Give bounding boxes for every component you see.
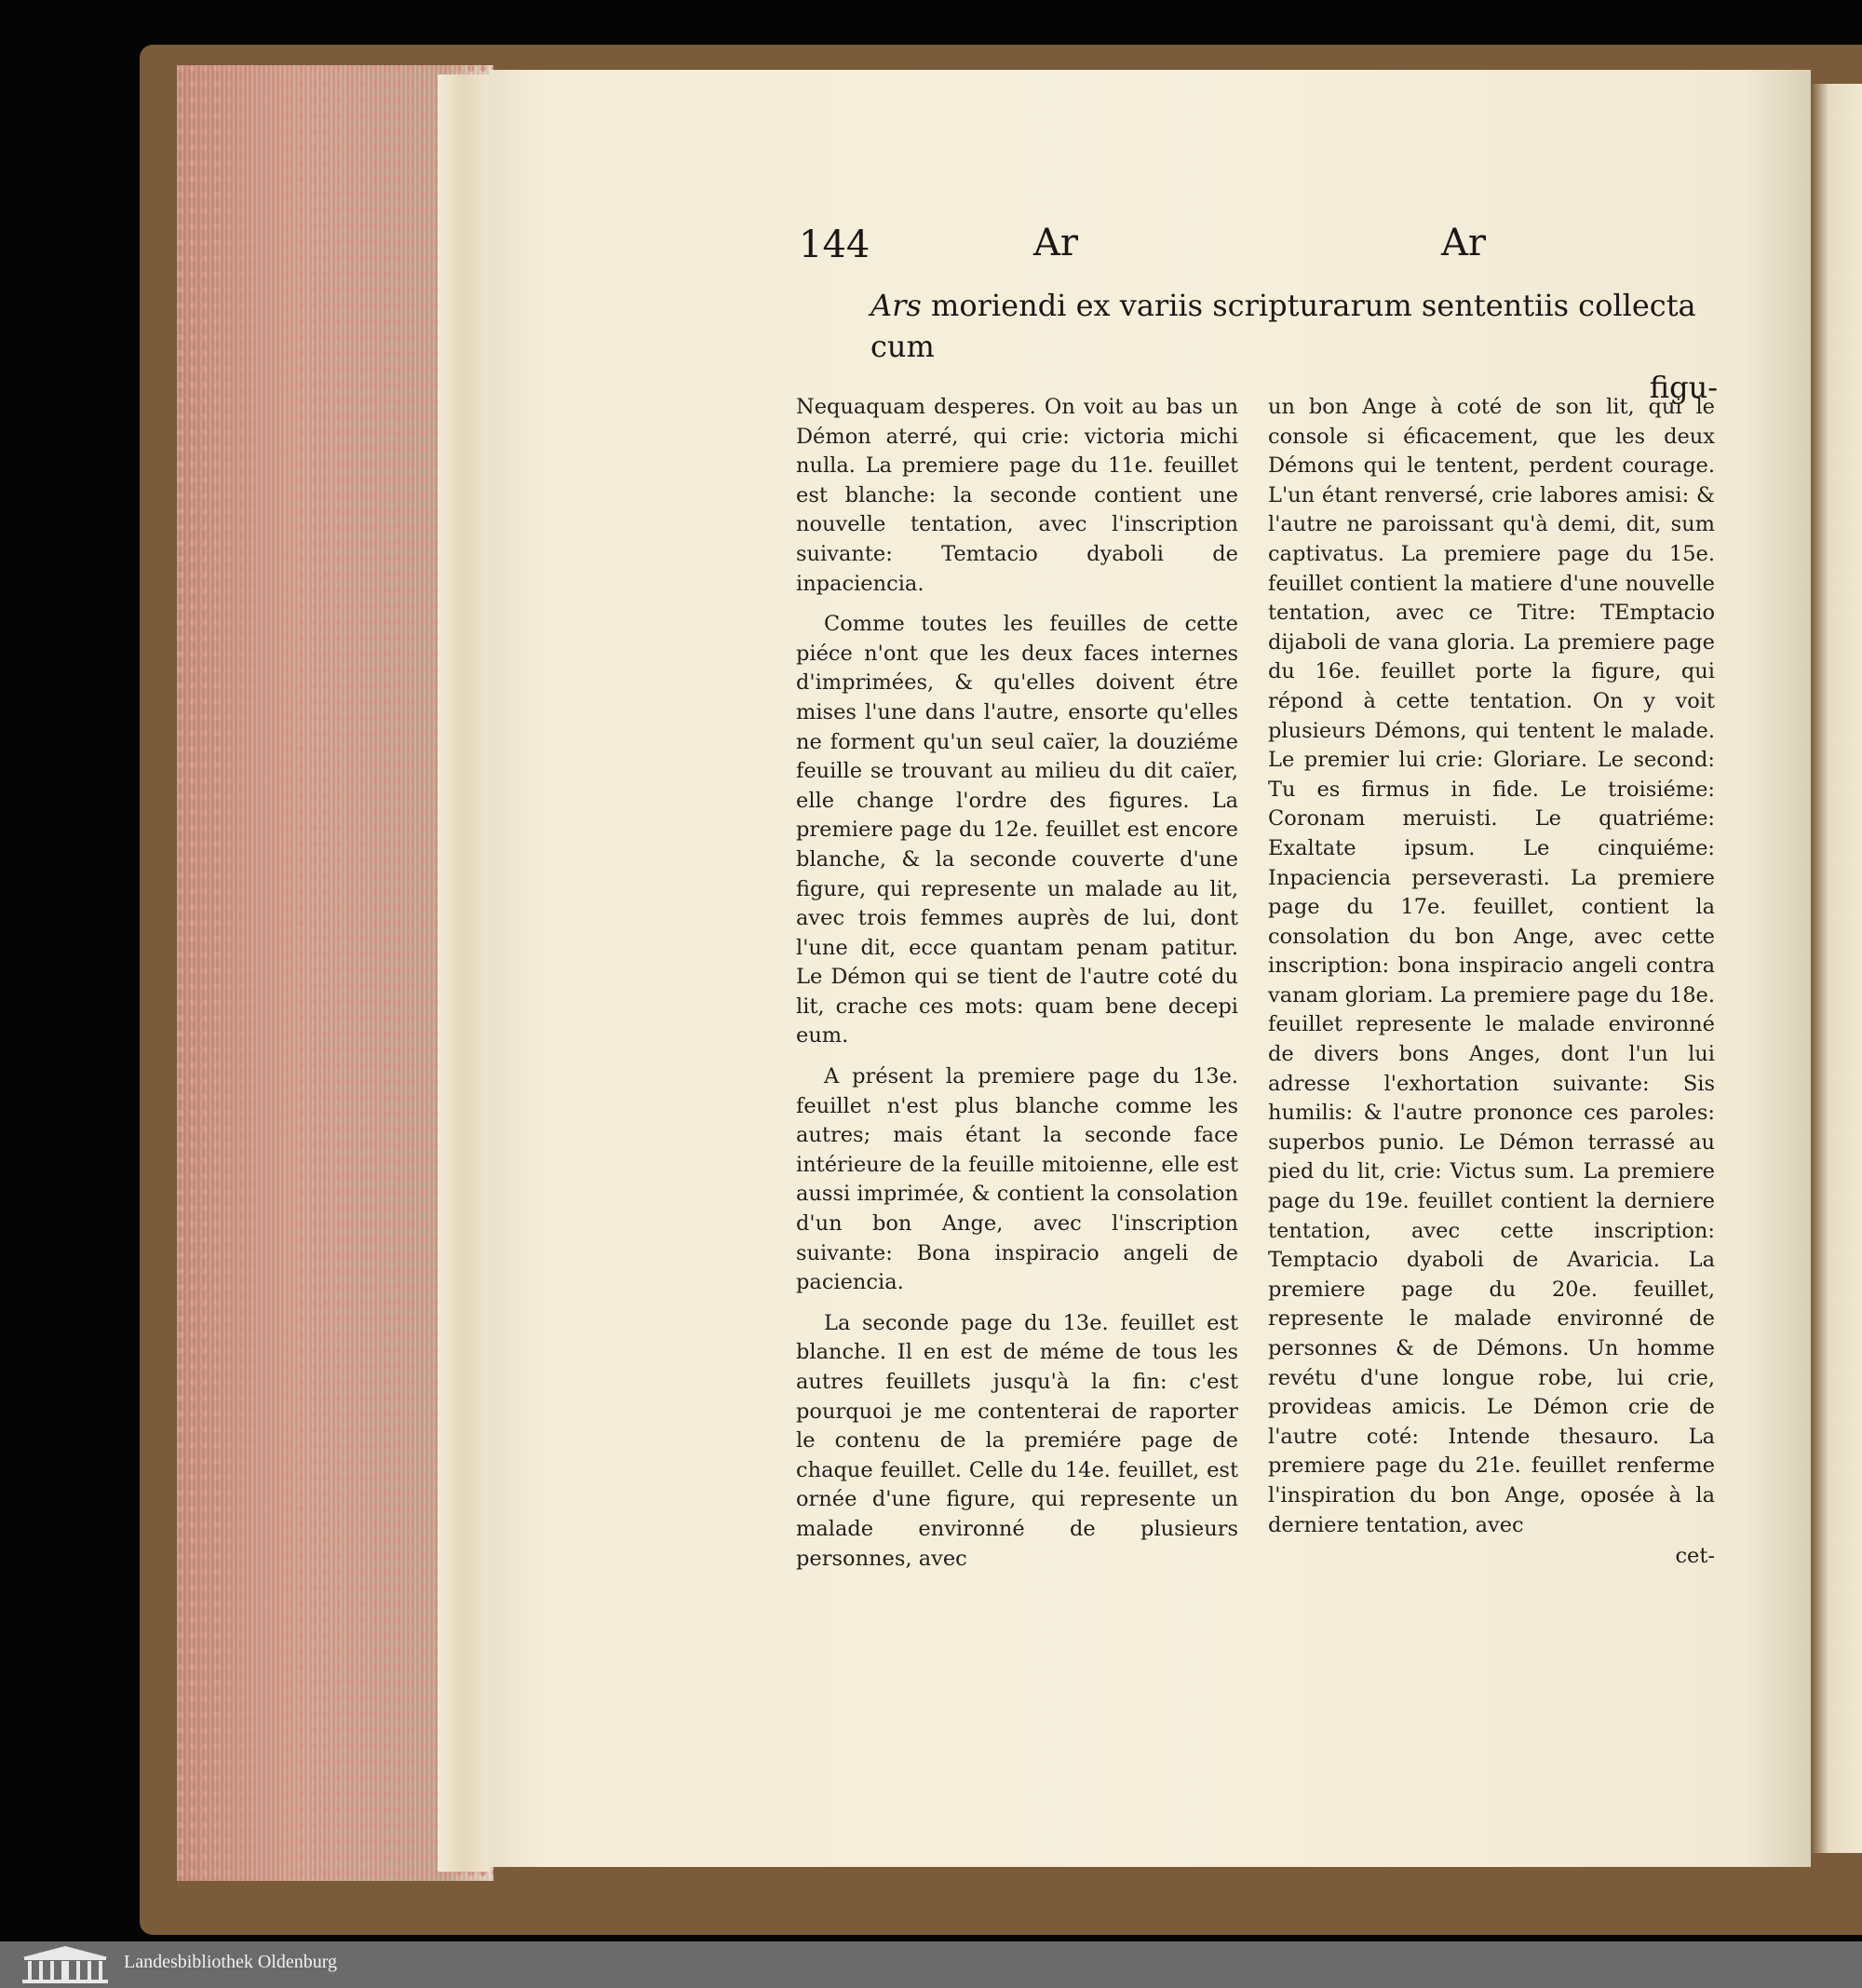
paragraph: La seconde page du 13e. feuillet est blanche. Il en est de méme de tous les autres feuillets jusqu'à la fin: c'est pourquoi je me contenterai de raporter le contenu de la premiére page de chaque feuillet. Celle du 14e. feuillet, est ornée d'une figure, qui represente un malade environné de plusieurs personnes, avec xyxy=(796,1310,1238,1571)
entry-title xyxy=(870,285,1718,408)
library-name: Landesbibliothek Oldenburg xyxy=(124,1952,338,1972)
facing-page-edge xyxy=(1811,84,1862,1853)
paragraph: un bon Ange à coté de son lit, qui le console si éficacement, que les deux Démons qui le tentent, perdent courage. L'un étant renversé, crie labores amisi: & l'autre ne paroissant qu'à demi, dit, sum captivatus. La premiere page du 15e. feuillet contient la matiere d'une nouvelle tentation, avec ce Titre: TEmptacio dijaboli de vana gloria. La premiere page du 16e. feuillet porte la figure, qui répond à cette tentation. On y voit plusieurs Démons, qui tentent le malade. Le premier lui crie: Gloriare. Le second: Tu es firmus in fide. Le troisiéme: Coronam meruisti. Le quatriéme: Exaltate ipsum. Le cinquiéme: Inpaciencia perseverasti. La premiere page du 17e. feuillet, contient la consolation du bon Ange, avec cette inscription: bona inspiracio angeli contra vanam gloriam. La premiere page du 18e. feuillet represente le malade environné de divers bons Anges, dont l'un lui adresse l'exhortation suivante: Sis humilis: & l'autre prononce ces paroles: superbos punio. Le Démon terrassé au pied du lit, crie: Victus sum. La premiere page du 19e. feuillet contient la derniere tentation, avec cette inscription: Temptacio dyaboli de Avaricia. La premiere page du 20e. feuillet, represente le malade environné de personnes & de Démons. Un homme revétu d'une longue robe, lui crie, provideas amicis. Le Démon crie de l'autre coté: Intende thesauro. La premiere page du 21e. feuillet renferme l'inspiration du bon Ange, oposée à la derniere tentation, avec xyxy=(1268,395,1715,1537)
text-column-right xyxy=(1268,393,1715,1583)
entry-title-rest: moriendi ex variis scripturarum sententiis collecta cum xyxy=(870,288,1696,364)
catchword: cet- xyxy=(1675,1544,1715,1569)
text-column-left xyxy=(796,393,1238,1585)
running-head-left: Ar xyxy=(1033,222,1079,264)
paragraph: Comme toutes les feuilles de cette piéce n'ont que les deux faces internes d'imprimées, & qu'elles doivent étre mises l'une dans l'autre, ensorte qu'elles ne forment qu'un seul caïer, la douziéme feuille se trouvant au milieu du dit caïer, elle change l'ordre des figures. La premiere page du 12e. feuillet est encore blanche, & la seconde couverte d'une figure, qui represente un malade au lit, avec trois femmes auprès de lui, dont l'une dit, ecce quantam penam patitur. Le Démon qui se tient de l'autre coté du lit, crache ces mots: quam bene decepi eum. xyxy=(796,612,1238,1048)
paragraph: Nequaquam desperes. On voit au bas un Démon aterré, qui crie: victoria michi nulla. La premiere page du 11e. feuillet est blanche: la seconde contient une nouvelle tentation, avec l'inscription suivante: Temtacio dyaboli de inpaciencia. xyxy=(796,395,1238,596)
running-head-right: Ar xyxy=(1441,222,1487,264)
paragraph: A présent la premiere page du 13e. feuillet n'est plus blanche comme les autres; mais étant la seconde face intérieure de la feuille mitoienne, elle est aussi imprimée, & contient la consolation d'un bon Ange, avec l'inscription suivante: Bona inspiracio angeli de paciencia. xyxy=(796,1064,1238,1295)
page-number: 144 xyxy=(799,223,870,266)
entry-title-lead: Ars xyxy=(870,288,922,323)
page-edge-strip xyxy=(438,74,489,1872)
library-building-icon xyxy=(19,1944,112,1985)
entry-title-continuation: figu- xyxy=(1649,370,1718,405)
